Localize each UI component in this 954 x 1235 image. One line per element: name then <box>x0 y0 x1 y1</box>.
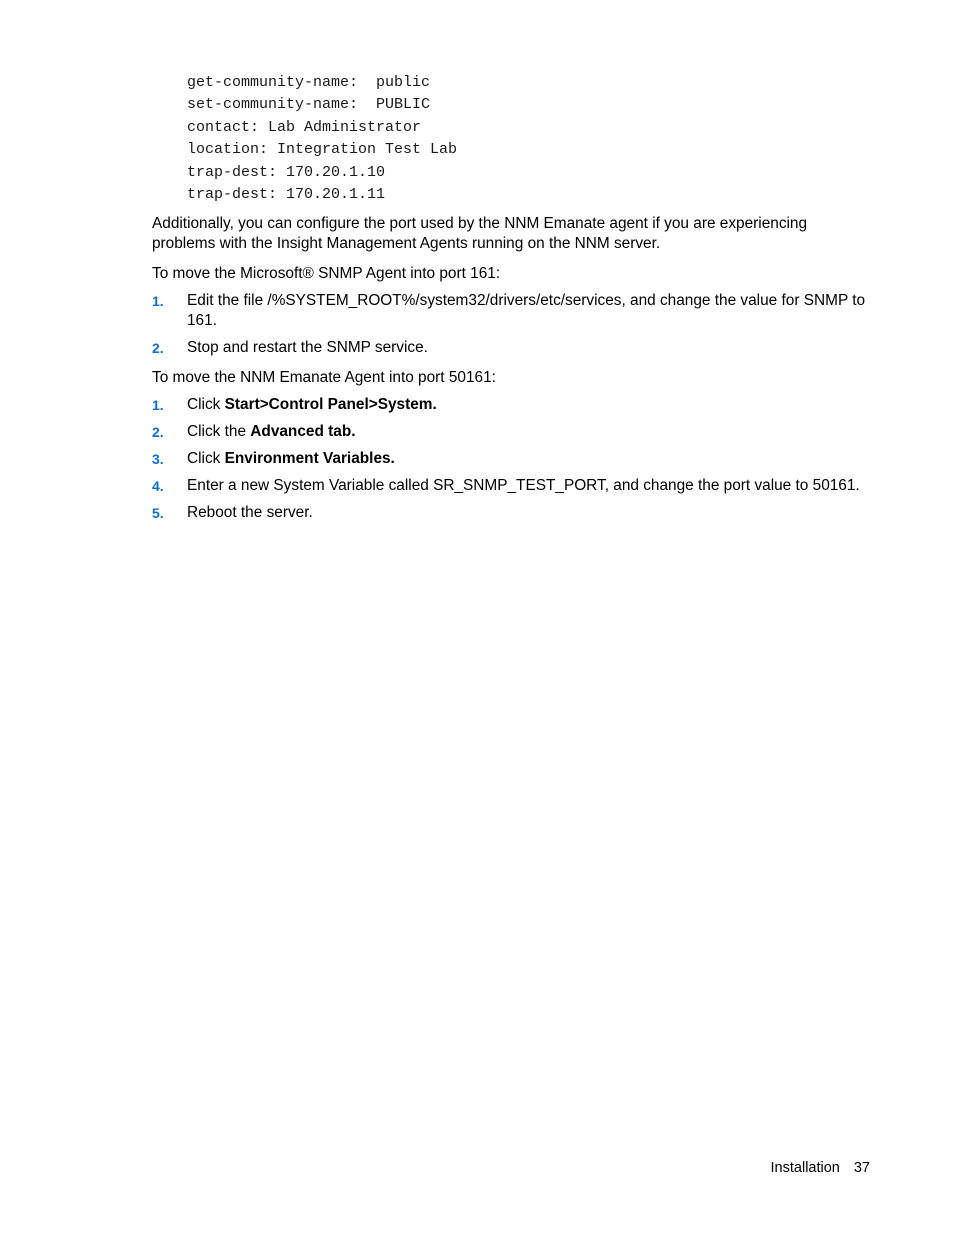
step-number: 4. <box>152 478 164 494</box>
ui-path-label: Advanced tab. <box>250 423 356 440</box>
config-code-block <box>187 72 457 206</box>
step-number: 5. <box>152 505 164 521</box>
step-number: 1. <box>152 397 164 413</box>
section1-steps <box>152 291 872 365</box>
section1-heading: To move the Microsoft® SNMP Agent into port 161: <box>152 265 501 282</box>
list-item <box>152 422 872 442</box>
step-text: Stop and restart the SNMP service. <box>187 339 428 356</box>
footer-section-name: Installation <box>770 1160 840 1176</box>
code-line: trap-dest: 170.20.1.11 <box>187 186 386 204</box>
step-text: Edit the file /%SYSTEM_ROOT%/system32/drivers/etc/services, and change the value for SNMP to 161. <box>187 292 866 329</box>
list-item <box>152 476 872 496</box>
list-item <box>152 291 872 331</box>
list-item <box>152 395 872 415</box>
code-line: contact: Lab Administrator <box>187 118 422 136</box>
step-number: 3. <box>152 451 164 467</box>
intro-paragraph: Additionally, you can configure the port used by the NNM Emanate agent if you are experiencing problems with the Insight Management Agents running on the NNM server. <box>152 215 808 252</box>
page-number: 37 <box>853 1160 870 1176</box>
section2-heading: To move the NNM Emanate Agent into port 50161: <box>152 369 496 386</box>
step-text: Enter a new System Variable called SR_SNMP_TEST_PORT, and change the port value to 50161. <box>187 477 860 494</box>
page-footer <box>771 1158 870 1178</box>
code-line: get-community-name: public <box>187 74 431 91</box>
list-item <box>152 503 872 523</box>
step-prefix: Click <box>187 396 225 413</box>
step-text: Reboot the server. <box>187 504 313 521</box>
section2-steps <box>152 395 872 530</box>
code-line: set-community-name: PUBLIC <box>187 96 431 114</box>
step-prefix: Click the <box>187 423 251 440</box>
code-line: location: Integration Test Lab <box>187 141 458 159</box>
step-number: 2. <box>152 424 164 440</box>
ui-path-label: Start>Control Panel>System. <box>224 396 437 413</box>
list-item <box>152 338 872 358</box>
ui-path-label: Environment Variables. <box>224 450 395 467</box>
step-prefix: Click <box>187 450 225 467</box>
step-number: 1. <box>152 293 164 309</box>
list-item <box>152 449 872 469</box>
step-number: 2. <box>152 340 164 356</box>
code-line: trap-dest: 170.20.1.10 <box>187 163 386 181</box>
